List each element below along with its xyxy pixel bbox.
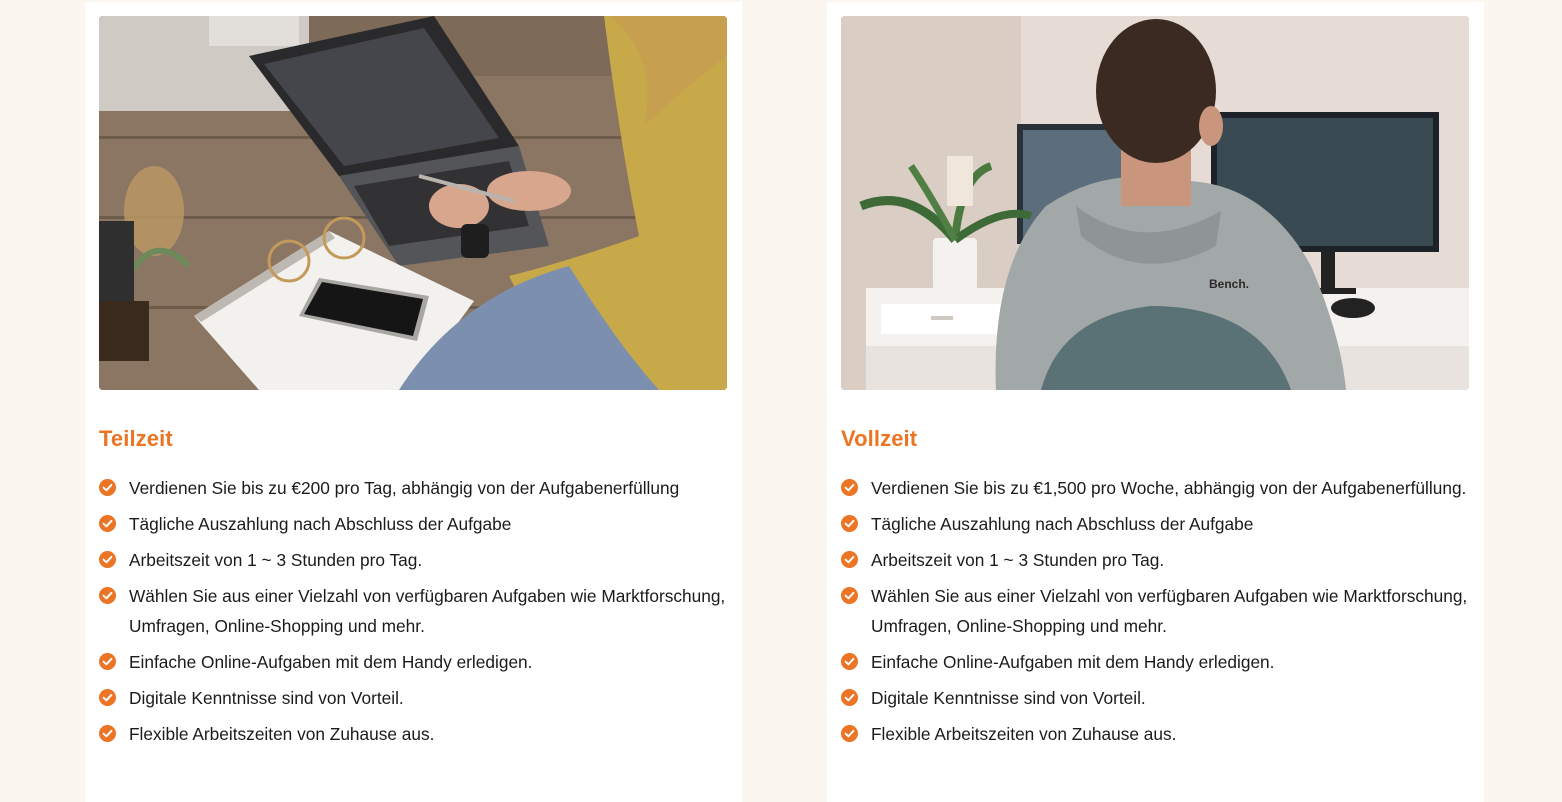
list-item [841,581,1471,641]
check-circle-icon [841,725,858,742]
check-circle-icon [99,515,116,532]
hoodie-print: Bench. [1209,277,1250,291]
list-item [841,473,1471,503]
feature-text: Flexible Arbeitszeiten von Zuhause aus. [129,724,435,744]
feature-list [99,473,729,755]
feature-text: Einfache Online-Aufgaben mit dem Handy erledigen. [871,652,1275,672]
check-circle-icon [841,689,858,706]
feature-text: Wählen Sie aus einer Vielzahl von verfügbaren Aufgaben wie Marktforschung, Umfragen, Online-Shopping und mehr. [129,586,726,636]
feature-text: Wählen Sie aus einer Vielzahl von verfügbaren Aufgaben wie Marktforschung, Umfragen, Online-Shopping und mehr. [871,586,1468,636]
card-title: Teilzeit [99,426,173,451]
list-item [841,509,1471,539]
check-circle-icon [841,479,858,496]
job-card-teilzeit [85,2,742,802]
check-circle-icon [841,551,858,568]
card-title: Vollzeit [841,426,918,451]
list-item [99,647,729,677]
feature-text: Digitale Kenntnisse sind von Vorteil. [129,688,404,708]
list-item [841,647,1471,677]
list-item [99,683,729,713]
feature-text: Arbeitszeit von 1 ~ 3 Stunden pro Tag. [129,550,423,570]
feature-text: Arbeitszeit von 1 ~ 3 Stunden pro Tag. [871,550,1165,570]
check-circle-icon [99,551,116,568]
feature-list [841,473,1471,755]
check-circle-icon [99,653,116,670]
check-circle-icon [841,515,858,532]
list-item [99,473,729,503]
feature-text: Tägliche Auszahlung nach Abschluss der Aufgabe [129,514,512,534]
list-item [99,719,729,749]
list-item [99,509,729,539]
feature-text: Verdienen Sie bis zu €1,500 pro Woche, abhängig von der Aufgabenerfüllung. [871,478,1467,498]
man-at-desktop-photo [841,16,1469,390]
check-circle-icon [99,587,116,604]
list-item [99,545,729,575]
check-circle-icon [99,725,116,742]
feature-text: Tägliche Auszahlung nach Abschluss der Aufgabe [871,514,1254,534]
job-card-vollzeit [827,2,1484,802]
feature-text: Digitale Kenntnisse sind von Vorteil. [871,688,1146,708]
check-circle-icon [99,479,116,496]
check-circle-icon [841,653,858,670]
list-item [841,545,1471,575]
feature-text: Verdienen Sie bis zu €200 pro Tag, abhängig von der Aufgabenerfüllung [129,478,680,498]
feature-text: Flexible Arbeitszeiten von Zuhause aus. [871,724,1177,744]
feature-text: Einfache Online-Aufgaben mit dem Handy erledigen. [129,652,533,672]
list-item [841,683,1471,713]
check-circle-icon [841,587,858,604]
list-item [99,581,729,641]
list-item [841,719,1471,749]
woman-with-laptop-photo [99,16,727,390]
check-circle-icon [99,689,116,706]
